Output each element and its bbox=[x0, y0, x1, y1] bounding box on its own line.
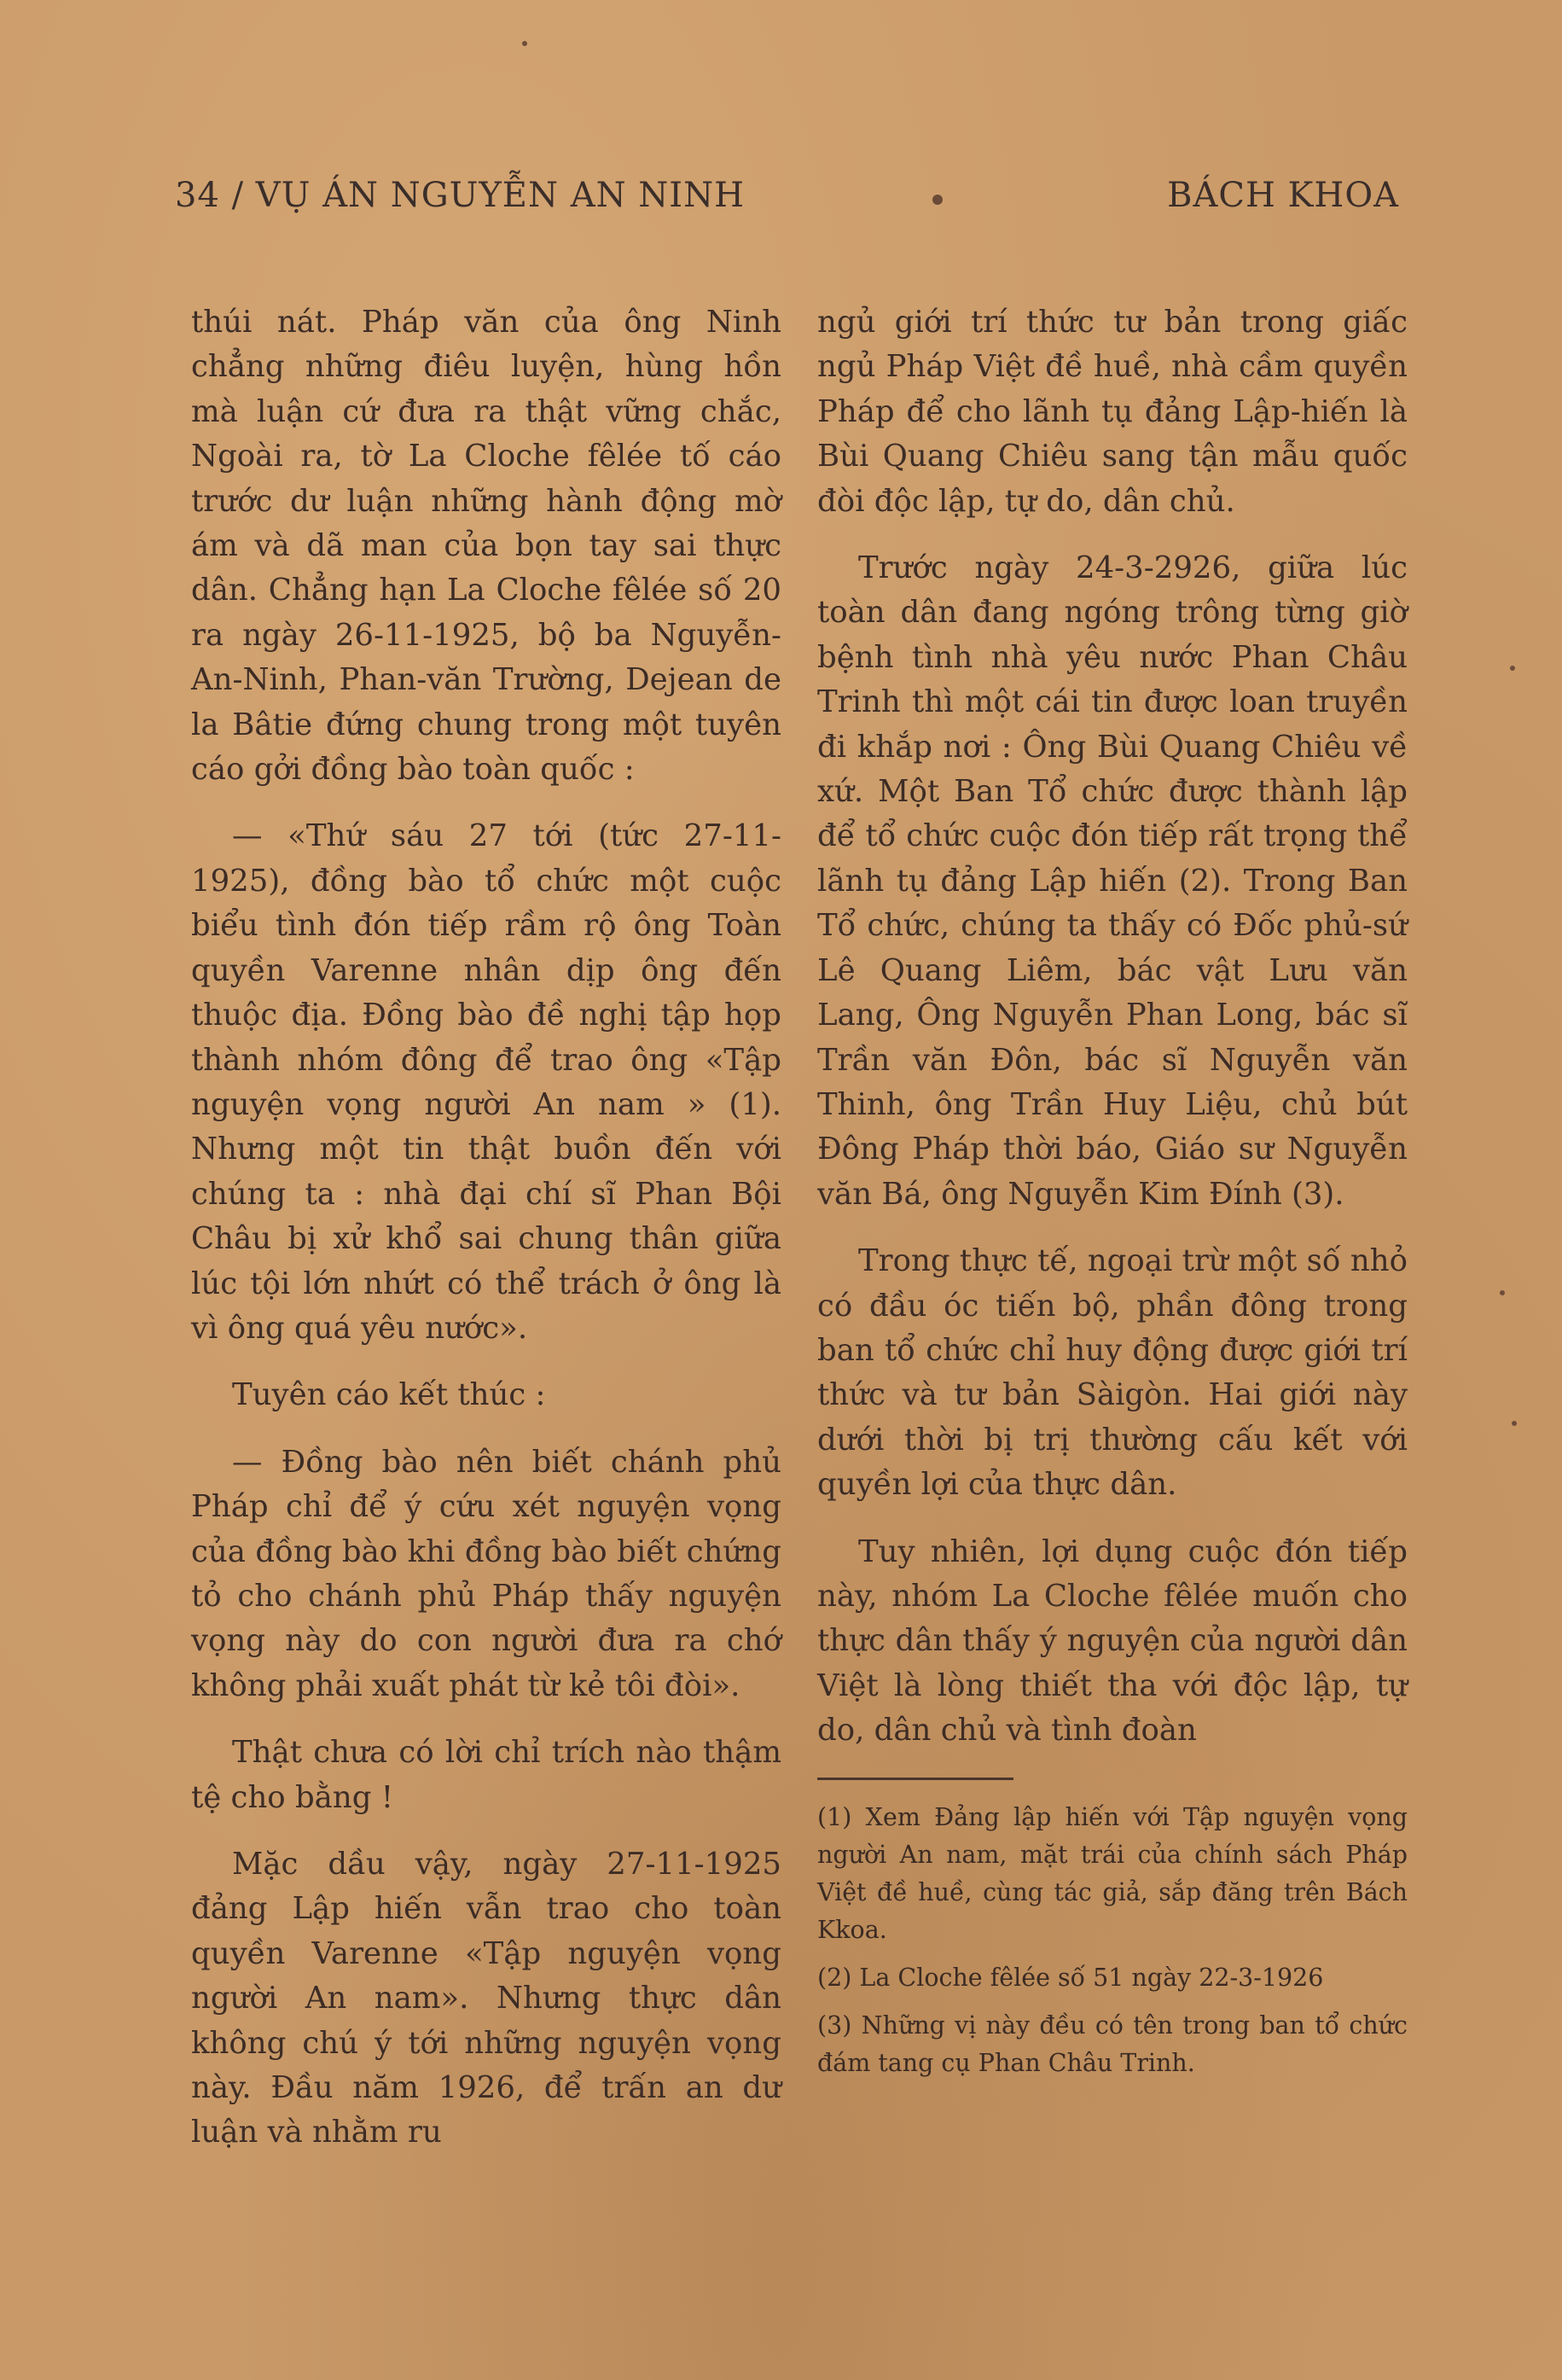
running-head bbox=[175, 176, 1399, 227]
ink-dot bbox=[932, 195, 943, 205]
paragraph: ngủ giới trí thức tư bản trong giấc ngủ Pháp Việt đề huề, nhà cầm quyền Pháp để cho lãnh tụ đảng Lập-hiến là Bùi Quang Chiêu sang tận mẫu quốc đòi độc lập, tự do, dân chủ. bbox=[817, 305, 1408, 519]
paper-speck bbox=[522, 41, 527, 46]
paragraph: thúi nát. Pháp văn của ông Ninh chẳng những điêu luyện, hùng hồn mà luận cứ đưa ra thật vững chắc, Ngoài ra, tờ La Cloche fêlée tố cáo trước dư luận những hành động mờ ám và dã man của bọn tay sai thực dân. Chẳng hạn La Cloche fêlée số 20 ra ngày 26-11-1925, bộ ba Nguyễn-An-Ninh, Phan-văn Trường, Dejean de la Bâtie đứng chung trong một tuyên cáo gởi đồng bào toàn quốc : bbox=[191, 305, 781, 788]
left-column bbox=[191, 300, 781, 2178]
paper-speck bbox=[1512, 1421, 1517, 1426]
paragraph: Tuy nhiên, lợi dụng cuộc đón tiếp này, nhóm La Cloche fêlée muốn cho thực dân thấy ý nguyện của người dân Việt là lòng thiết tha với độc lập, tự do, dân chủ và tình đoàn bbox=[817, 1533, 1408, 1749]
footnote: (2) La Cloche fêlée số 51 ngày 22-3-1926 bbox=[817, 1963, 1324, 1992]
paragraph: Trước ngày 24-3-2926, giữa lúc toàn dân đang ngóng trông từng giờ bệnh tình nhà yêu nước Phan Châu Trinh thì một cái tin được loan truyền đi khắp nơi : Ông Bùi Quang Chiêu về xứ. Một Ban Tổ chức được thành lập để tổ chức cuộc đón tiếp rất trọng thể lãnh tụ đảng Lập hiến (2). Trong Ban Tổ chức, chúng ta thấy có Đốc phủ-sứ Lê Quang Liêm, bác vật Lưu văn Lang, Ông Nguyễn Phan Long, bác sĩ Trần văn Đôn, bác sĩ Nguyễn văn Thinh, ông Trần Huy Liệu, chủ bút Đông Pháp thời báo, Giáo sư Nguyễn văn Bá, ông Nguyễn Kim Đính (3). bbox=[817, 550, 1408, 1212]
paragraph: Trong thực tế, ngoại trừ một số nhỏ có đầu óc tiến bộ, phần đông trong ban tổ chức chỉ huy động được giới trí thức và tư bản Sàigòn. Hai giới này dưới thời bị trị thường cấu kết với quyền lợi của thực dân. bbox=[817, 1243, 1408, 1503]
footnote: (3) Những vị này đều có tên trong ban tổ chức đám tang cụ Phan Châu Trinh. bbox=[817, 2010, 1408, 2077]
paragraph: Tuyên cáo kết thúc : bbox=[232, 1377, 546, 1413]
paper-speck bbox=[1510, 666, 1515, 671]
magazine-name: BÁCH KHOA bbox=[1167, 176, 1399, 215]
right-column bbox=[817, 300, 1408, 2092]
quoted-proclamation: — Đồng bào nên biết chánh phủ Pháp chỉ để ý cứu xét nguyện vọng của đồng bào khi đồng bào biết chứng tỏ cho chánh phủ Pháp thấy nguyện vọng này do con người đưa ra chớ không phải xuất phát từ kẻ tôi đòi». bbox=[191, 1444, 781, 1703]
page-number-and-title: 34 / VỤ ÁN NGUYỄN AN NINH bbox=[175, 176, 745, 215]
footnote: (1) Xem Đảng lập hiến với Tập nguyện vọng người An nam, mặt trái của chính sách Pháp Việt đề huề, cùng tác giả, sắp đăng trên Bách Kkoa. bbox=[817, 1802, 1408, 1944]
paragraph: Thật chưa có lời chỉ trích nào thậm tệ cho bằng ! bbox=[191, 1735, 781, 1815]
paper-speck bbox=[1500, 1290, 1505, 1295]
footnote-divider bbox=[817, 1778, 1013, 1780]
quoted-proclamation: — «Thứ sáu 27 tới (tức 27-11-1925), đồng bào tổ chức một cuộc biểu tình đón tiếp rầm rộ ông Toàn quyền Varenne nhân dịp ông đến thuộc địa. Đồng bào đề nghị tập họp thành nhóm đông để trao ông «Tập nguyện vọng người An nam » (1). Nhưng một tin thật buồn đến với chúng ta : nhà đại chí sĩ Phan Bội Châu bị xử khổ sai chung thân giữa lúc tội lớn nhứt có thể trách ở ông là vì ông quá yêu nước». bbox=[191, 818, 781, 1346]
paragraph: Mặc dầu vậy, ngày 27-11-1925 đảng Lập hiến vẫn trao cho toàn quyền Varenne «Tập nguyện vọng người An nam». Nhưng thực dân không chú ý tới những nguyện vọng này. Đầu năm 1926, để trấn an dư luận và nhằm ru bbox=[191, 1847, 781, 2150]
